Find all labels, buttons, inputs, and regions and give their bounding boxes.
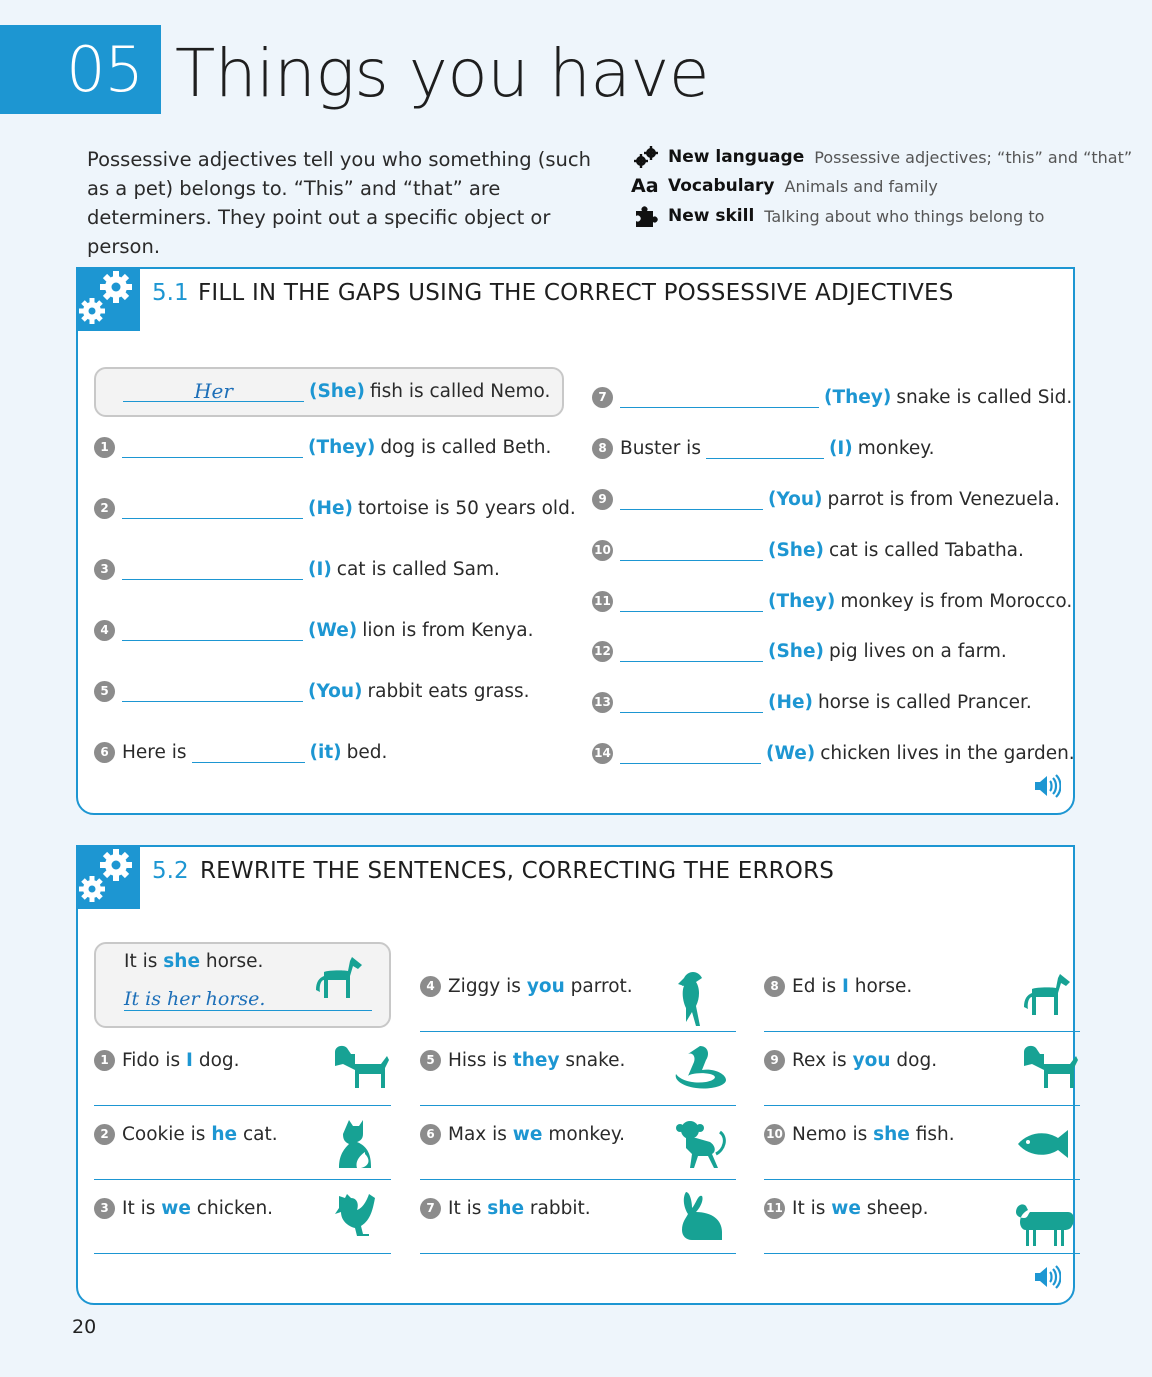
cue-pronoun: (They) bbox=[824, 387, 892, 408]
example-sentence bbox=[124, 951, 263, 972]
answer-line[interactable] bbox=[764, 1253, 1080, 1254]
exercise-item bbox=[94, 1106, 391, 1180]
error-word: he bbox=[211, 1124, 238, 1145]
exercise-item bbox=[94, 679, 530, 702]
sentence-rest: lion is from Kenya. bbox=[362, 620, 534, 641]
dog-icon bbox=[1014, 1040, 1078, 1102]
exercise-item bbox=[420, 1032, 736, 1106]
error-word: I bbox=[186, 1050, 193, 1071]
error-word: they bbox=[512, 1050, 560, 1071]
item-sentence bbox=[420, 1198, 591, 1219]
sentence-pre: Ed is bbox=[792, 976, 837, 997]
item-number-badge: 9 bbox=[764, 1050, 785, 1071]
exercise-item bbox=[94, 1032, 391, 1106]
cue-pronoun: (I) bbox=[308, 559, 332, 580]
exercise-item bbox=[94, 557, 500, 580]
sentence-pre: Nemo is bbox=[792, 1124, 868, 1145]
sentence-pre: Ziggy is bbox=[448, 976, 521, 997]
exercise-item bbox=[592, 436, 934, 459]
sentence-pre: Buster is bbox=[620, 438, 701, 459]
answer-blank[interactable] bbox=[620, 741, 761, 764]
answer-blank[interactable] bbox=[122, 496, 303, 519]
sentence-rest: chicken lives in the garden. bbox=[820, 743, 1075, 764]
sentence-rest: rabbit eats grass. bbox=[367, 681, 530, 702]
cue-pronoun: (They) bbox=[768, 591, 836, 612]
sentence-pre: Rex is bbox=[792, 1050, 847, 1071]
gears-icon bbox=[76, 845, 140, 909]
parrot-icon bbox=[670, 966, 734, 1028]
exercise-title: REWRITE THE SENTENCES, CORRECTING THE ERRORS bbox=[200, 858, 835, 884]
sentence-rest: fish is called Nemo. bbox=[369, 381, 551, 402]
cue-pronoun: (I) bbox=[828, 438, 853, 459]
item-number-badge: 1 bbox=[94, 437, 115, 458]
item-sentence bbox=[94, 1124, 278, 1145]
cue-pronoun: (We) bbox=[308, 620, 358, 641]
puzzle-icon bbox=[631, 205, 661, 227]
sentence-post: rabbit. bbox=[529, 1198, 591, 1219]
error-word: you bbox=[852, 1050, 891, 1071]
answer-blank[interactable] bbox=[122, 618, 303, 641]
exercise-item bbox=[420, 1106, 736, 1180]
meta-new-language bbox=[631, 146, 1132, 168]
exercise-item bbox=[420, 958, 736, 1032]
sentence-post: horse. bbox=[205, 951, 264, 972]
item-number-badge: 8 bbox=[764, 976, 785, 997]
meta-label: New language bbox=[668, 147, 805, 167]
cue-pronoun: (They) bbox=[308, 437, 376, 458]
exercise-item bbox=[94, 618, 534, 641]
item-number-badge: 14 bbox=[592, 743, 613, 764]
error-word: we bbox=[512, 1124, 543, 1145]
meta-label: Vocabulary bbox=[668, 176, 775, 196]
sentence-pre: It is bbox=[122, 1198, 156, 1219]
answer-line[interactable] bbox=[420, 1253, 736, 1254]
exercise-item bbox=[94, 1180, 391, 1254]
exercise-gear-badge bbox=[76, 845, 140, 909]
item-sentence bbox=[764, 1124, 955, 1145]
item-number-badge: 2 bbox=[94, 1124, 115, 1145]
unit-number: 05 bbox=[66, 33, 143, 106]
item-number-badge: 1 bbox=[94, 1050, 115, 1071]
cue-pronoun: (You) bbox=[768, 489, 823, 510]
dog-icon bbox=[325, 1040, 389, 1102]
cat-icon bbox=[325, 1114, 389, 1176]
sheep-icon bbox=[1014, 1188, 1078, 1250]
item-number-badge: 11 bbox=[764, 1198, 785, 1219]
answer-blank[interactable] bbox=[122, 435, 303, 458]
item-sentence bbox=[420, 1124, 625, 1145]
exercise-number: 5.1 bbox=[152, 280, 189, 306]
cue-pronoun: (He) bbox=[768, 692, 813, 713]
item-number-badge: 12 bbox=[592, 641, 613, 662]
chicken-icon bbox=[325, 1188, 389, 1250]
item-number-badge: 7 bbox=[592, 387, 613, 408]
cue-pronoun: (He) bbox=[308, 498, 353, 519]
error-word: I bbox=[841, 976, 849, 997]
answer-blank[interactable] bbox=[192, 740, 305, 763]
sentence-rest: dog is called Beth. bbox=[380, 437, 552, 458]
sentence-rest: bed. bbox=[346, 742, 388, 763]
vocabulary-aa-icon: Aa bbox=[631, 175, 659, 197]
sentence-rest: cat is called Sam. bbox=[336, 559, 500, 580]
item-number-badge: 3 bbox=[94, 559, 115, 580]
snake-icon bbox=[670, 1040, 734, 1102]
intro-text: Possessive adjectives tell you who something (such as a pet) belongs to. “This” and “that” are determiners. They point out a specific object or person. bbox=[87, 148, 591, 258]
example-answer: It is her horse. bbox=[124, 988, 266, 1010]
exercise-item bbox=[764, 1180, 1080, 1254]
sentence-pre: It is bbox=[124, 951, 158, 972]
error-word: she bbox=[487, 1198, 524, 1219]
exercise-5-2-panel bbox=[76, 845, 1075, 1305]
sentence-post: cat. bbox=[242, 1124, 278, 1145]
item-sentence bbox=[94, 1198, 273, 1219]
cue-pronoun: (You) bbox=[308, 681, 363, 702]
meta-value: Animals and family bbox=[784, 176, 938, 196]
sentence-rest: horse is called Prancer. bbox=[817, 692, 1032, 713]
item-sentence bbox=[764, 1050, 937, 1071]
exercise-item bbox=[592, 690, 1032, 713]
exercise-item bbox=[94, 496, 576, 519]
item-number-badge: 2 bbox=[94, 498, 115, 519]
exercise-title: FILL IN THE GAPS USING THE CORRECT POSSESSIVE ADJECTIVES bbox=[198, 280, 954, 306]
item-number-badge: 13 bbox=[592, 692, 613, 713]
item-number-badge: 6 bbox=[94, 742, 115, 763]
exercise-item bbox=[420, 1180, 736, 1254]
sentence-post: sheep. bbox=[866, 1198, 929, 1219]
answer-blank[interactable] bbox=[620, 538, 763, 561]
error-word: we bbox=[831, 1198, 861, 1219]
exercise-item bbox=[592, 385, 1072, 408]
fish-icon bbox=[1014, 1114, 1078, 1176]
item-number-badge: 6 bbox=[420, 1124, 441, 1145]
monkey-icon bbox=[670, 1114, 734, 1176]
item-sentence bbox=[764, 1198, 929, 1219]
error-word: she bbox=[873, 1124, 910, 1145]
error-word: we bbox=[161, 1198, 191, 1219]
item-sentence bbox=[420, 976, 633, 997]
item-number-badge: 7 bbox=[420, 1198, 441, 1219]
item-sentence bbox=[94, 1050, 240, 1071]
item-number-badge: 4 bbox=[94, 620, 115, 641]
sentence-rest: pig lives on a farm. bbox=[828, 641, 1007, 662]
sentence-post: monkey. bbox=[548, 1124, 626, 1145]
sentence-rest: cat is called Tabatha. bbox=[828, 540, 1024, 561]
horse-icon bbox=[1014, 966, 1078, 1028]
answer-blank[interactable] bbox=[620, 589, 763, 612]
exercise-item bbox=[94, 740, 387, 763]
sentence-post: dog. bbox=[198, 1050, 240, 1071]
sentence-rest: monkey. bbox=[857, 438, 935, 459]
answer-blank[interactable] bbox=[122, 557, 303, 580]
sentence-pre: Fido is bbox=[122, 1050, 181, 1071]
sentence-pre: It is bbox=[792, 1198, 826, 1219]
item-number-badge: 8 bbox=[592, 438, 613, 459]
sentence-pre: It is bbox=[448, 1198, 482, 1219]
sentence-rest: snake is called Sid. bbox=[896, 387, 1073, 408]
item-sentence bbox=[420, 1050, 625, 1071]
exercise-item bbox=[764, 1032, 1080, 1106]
answer-blank[interactable] bbox=[706, 436, 824, 459]
exercise-number: 5.2 bbox=[152, 858, 189, 884]
answer-blank[interactable] bbox=[620, 385, 819, 408]
cue-pronoun: (She) bbox=[309, 381, 365, 402]
error-word: you bbox=[526, 976, 565, 997]
item-number-badge: 10 bbox=[764, 1124, 785, 1145]
item-sentence bbox=[764, 976, 912, 997]
sentence-rest: monkey is from Morocco. bbox=[840, 591, 1073, 612]
item-number-badge: 5 bbox=[420, 1050, 441, 1071]
exercise-item bbox=[592, 538, 1024, 561]
example-answer: Her bbox=[194, 379, 233, 403]
sentence-pre: Max is bbox=[448, 1124, 507, 1145]
sentence-pre: Here is bbox=[122, 742, 187, 763]
audio-speaker-icon[interactable] bbox=[1033, 774, 1061, 798]
meta-new-skill bbox=[631, 205, 1044, 227]
meta-vocabulary bbox=[631, 175, 938, 197]
horse-icon bbox=[306, 949, 370, 1011]
item-number-badge: 10 bbox=[592, 540, 613, 561]
page-number: 20 bbox=[72, 1316, 97, 1338]
sentence-rest: parrot is from Venezuela. bbox=[827, 489, 1060, 510]
cue-pronoun: (She) bbox=[768, 641, 824, 662]
answer-blank[interactable] bbox=[620, 639, 763, 662]
answer-blank[interactable] bbox=[620, 690, 763, 713]
answer-blank[interactable] bbox=[122, 679, 303, 702]
answer-blank[interactable] bbox=[620, 487, 763, 510]
sentence-pre: Cookie is bbox=[122, 1124, 206, 1145]
audio-speaker-icon[interactable] bbox=[1033, 1265, 1061, 1289]
exercise-item bbox=[592, 589, 1072, 612]
answer-line[interactable] bbox=[94, 1253, 391, 1254]
exercise-5-1-panel bbox=[76, 267, 1075, 815]
exercise-item bbox=[592, 741, 1075, 764]
meta-value: Possessive adjectives; “this” and “that” bbox=[814, 147, 1133, 167]
exercise-item bbox=[764, 958, 1080, 1032]
item-number-badge: 3 bbox=[94, 1198, 115, 1219]
error-word: she bbox=[163, 951, 200, 972]
sentence-post: snake. bbox=[565, 1050, 626, 1071]
exercise-item bbox=[764, 1106, 1080, 1180]
cue-pronoun: (We) bbox=[766, 743, 816, 764]
exercise-item bbox=[592, 487, 1060, 510]
item-number-badge: 4 bbox=[420, 976, 441, 997]
exercise-gear-badge bbox=[76, 267, 140, 331]
sentence-post: horse. bbox=[854, 976, 913, 997]
item-number-badge: 11 bbox=[592, 591, 613, 612]
sentence-post: parrot. bbox=[570, 976, 633, 997]
cue-pronoun: (it) bbox=[309, 742, 342, 763]
rabbit-icon bbox=[670, 1188, 734, 1250]
sentence-post: fish. bbox=[915, 1124, 955, 1145]
sentence-post: chicken. bbox=[196, 1198, 274, 1219]
item-number-badge: 5 bbox=[94, 681, 115, 702]
exercise-item bbox=[94, 435, 551, 458]
meta-label: New skill bbox=[668, 206, 755, 226]
sentence-pre: Hiss is bbox=[448, 1050, 507, 1071]
answer-blank bbox=[123, 379, 304, 402]
gears-icon bbox=[76, 267, 140, 331]
worked-example-sentence bbox=[123, 379, 550, 402]
sentence-rest: tortoise is 50 years old. bbox=[357, 498, 576, 519]
meta-value: Talking about who things belong to bbox=[764, 206, 1045, 226]
item-number-badge: 9 bbox=[592, 489, 613, 510]
gears-icon bbox=[631, 146, 661, 168]
page-title: Things you have bbox=[175, 35, 709, 112]
sentence-post: dog. bbox=[896, 1050, 938, 1071]
cue-pronoun: (She) bbox=[768, 540, 824, 561]
exercise-item bbox=[592, 639, 1007, 662]
